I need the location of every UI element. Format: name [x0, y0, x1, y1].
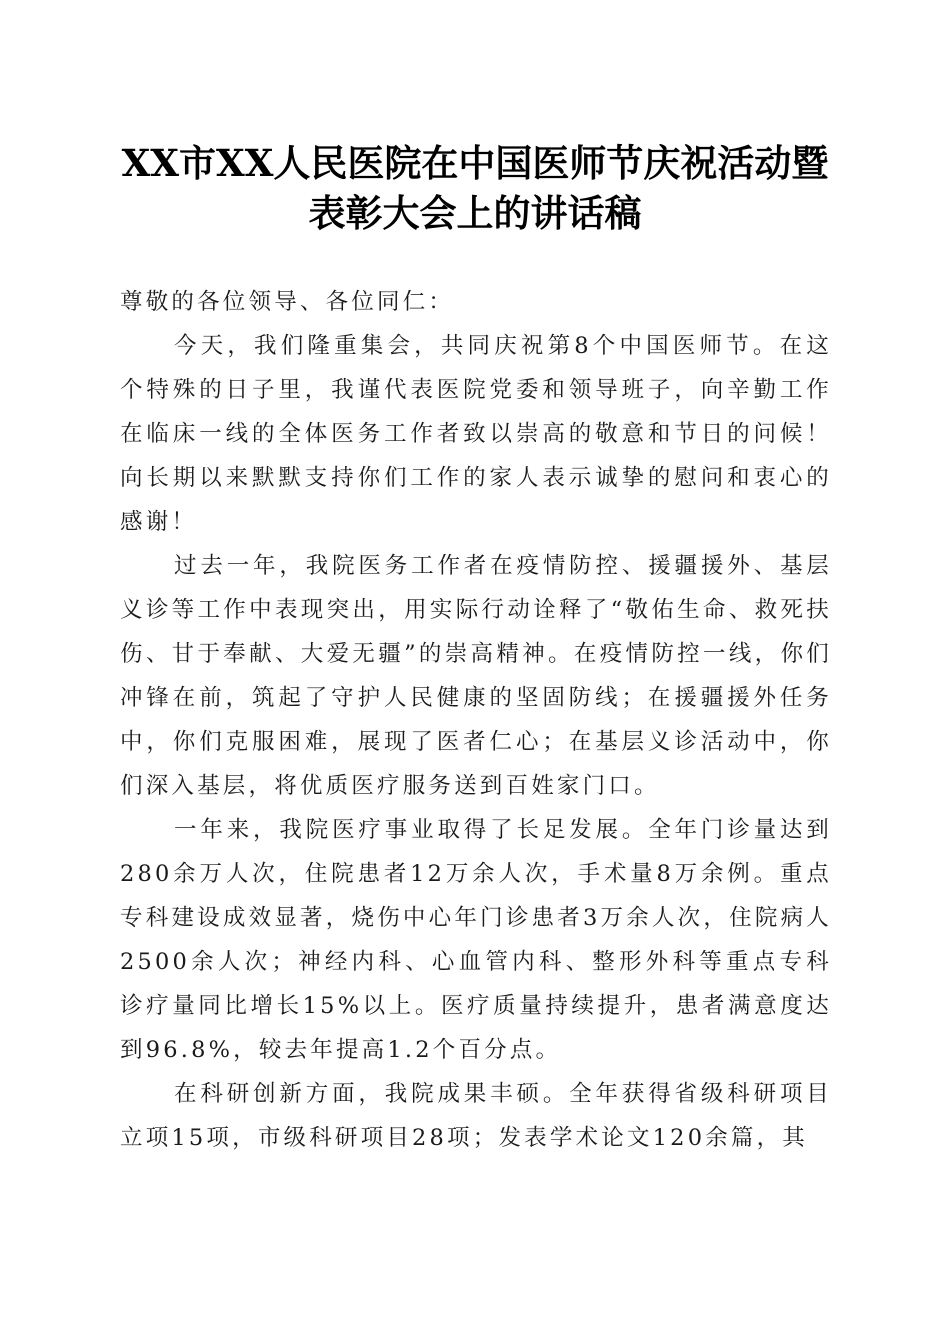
document-title [100, 138, 850, 238]
title-line-2: 表彰大会上的讲话稿 [308, 191, 642, 235]
paragraph-1: 今天，我们隆重集会，共同庆祝第8个中国医师节。在这个特殊的日子里，我谨代表医院党委和领导班子，向辛勤工作在临床一线的全体医务工作者致以崇高的敬意和节日的问候！向长期以来默默支持你们工作的家人表示诚挚的慰问和衷心的感谢！ [120, 333, 832, 535]
document-body [120, 280, 832, 1160]
paragraph-2: 过去一年，我院医务工作者在疫情防控、援疆援外、基层义诊等工作中表现突出，用实际行动诠释了“敬佑生命、救死扶伤、甘于奉献、大爱无疆”的崇高精神。在疫情防控一线，你们冲锋在前，筑起了守护人民健康的坚固防线；在援疆援外任务中，你们克服困难，展现了医者仁心；在基层义诊活动中，你们深入基层，将优质医疗服务送到百姓家门口。 [120, 553, 832, 799]
paragraph-4: 在科研创新方面，我院成果丰硕。全年获得省级科研项目立项15项，市级科研项目28项；发表学术论文120余篇，其 [120, 1081, 832, 1151]
paragraph-3: 一年来，我院医疗事业取得了长足发展。全年门诊量达到280余万人次，住院患者12万余人次，手术量8万余例。重点专科建设成效显著，烧伤中心年门诊患者3万余人次，住院病人2500余人次；神经内科、心血管内科、整形外科等重点专科诊疗量同比增长15%以上。医疗质量持续提升，患者满意度达到96.8%，较去年提高1.2个百分点。 [120, 817, 832, 1063]
salutation: 尊敬的各位领导、各位同仁： [120, 289, 455, 315]
title-line-1: XX市XX人民医院在中国医师节庆祝活动暨 [121, 141, 829, 185]
